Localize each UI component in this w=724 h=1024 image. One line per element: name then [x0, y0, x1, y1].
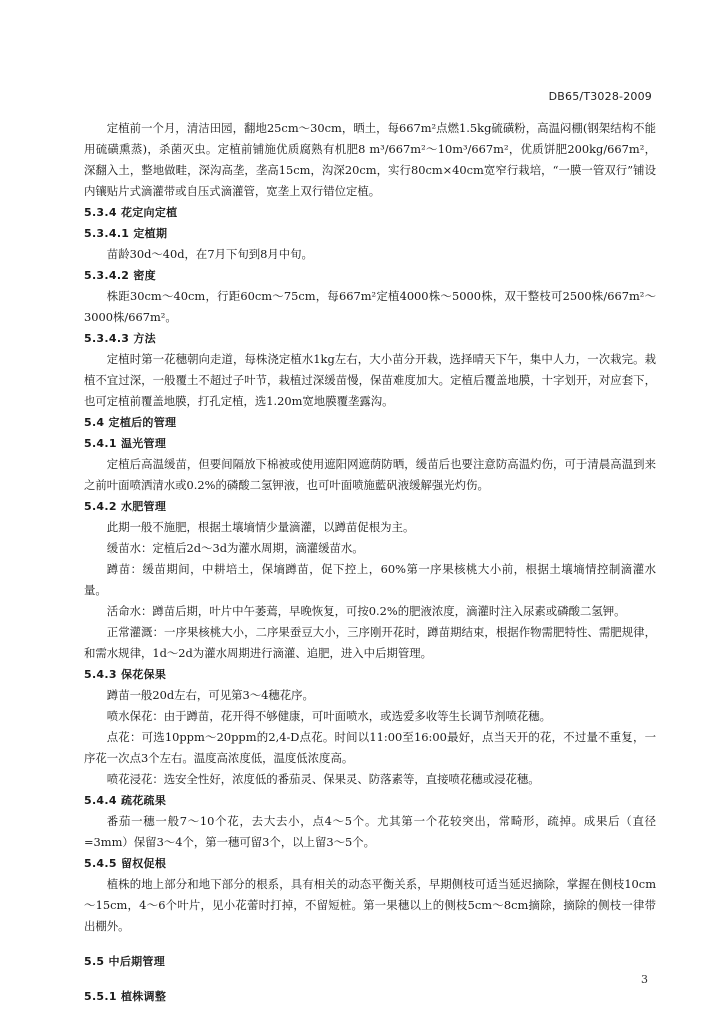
paragraph-site-preparation: 定植前一个月，清洁田园，翻地25cm～30cm，晒土，每667m²点燃1.5kg硫磺粉，高温闷棚(钢架结构不能用硫磺熏蒸)，杀菌灭虫。定植前铺施优质腐熟有机肥8 m³/667m²～10m³/667m²，优质饼肥200kg/667m²，深翻入土，整地做畦，深沟高垄，垄高15cm，沟深20cm，实行80cm×40cm宽窄行栽培，“一膜一管双行”铺设内镶贴片式滴灌带或自压式滴灌管，宽垄上双行错位定植。 — [84, 121, 656, 198]
heading-5-4-3: 5.4.3 保花保果 — [84, 668, 167, 681]
document-body — [84, 118, 656, 1007]
paragraph-flower-3: 点花：可选10ppm～20ppm的2,4-D点花。时间以11:00至16:00最好，点当天开的花，不过量不重复，一序花一次点3个左右。温度高浓度低，温度低浓度高。 — [84, 730, 656, 765]
paragraph-water-5: 正常灌溉：一序果核桃大小，二序果蚕豆大小，三序刚开花时，蹲苗期结束，根据作物需肥特性、需肥规律，和需水规律，1d～2d为灌水周期进行滴灌、追肥，进入中后期管理。 — [84, 625, 656, 660]
paragraph-method: 定植时第一花穗朝向走道，每株浇定植水1kg左右，大小苗分开栽，选择晴天下午，集中人力，一次栽完。栽植不宜过深，一般覆土不超过子叶节，栽植过深缓苗慢，保苗难度加大。定植后覆盖地膜，十字划开，对应套下，也可定植前覆盖地膜，打孔定植，选1.20m宽地膜覆垄露沟。 — [84, 352, 656, 408]
paragraph-flower-2: 喷水保花：由于蹲苗，花开得不够健康，可叶面喷水，或选爱多收等生长调节剂喷花穗。 — [106, 709, 552, 723]
paragraph-flower-4: 喷花浸花：选安全性好，浓度低的番茄灵、保果灵、防落素等，直接喷花穗或浸花穗。 — [106, 772, 540, 786]
paragraph-water-4: 活命水：蹲苗后期，叶片中午萎蔫，早晚恢复，可按0.2%的肥液浓度，滴灌时注入尿素或磷酸二氢钾。 — [106, 604, 626, 618]
paragraph-water-3: 蹲苗：缓苗期间，中耕培土，保墒蹲苗，促下控上，60%第一序果核桃大小前，根据土壤墒情控制滴灌水量。 — [84, 562, 656, 597]
heading-5-5: 5.5 中后期管理 — [84, 955, 166, 968]
paragraph-water-1: 此期一般不施肥，根据土壤墒情少量滴灌，以蹲苗促根为主。 — [106, 520, 415, 534]
paragraph-branch-root: 植株的地上部分和地下部分的根系，具有相关的动态平衡关系，早期侧枝可适当延迟摘除，掌握在侧枝10cm～15cm，4～6个叶片，见小花蕾时打掉，不留短桩。第一果穗以上的侧枝5cm～8cm摘除，摘除的侧枝一律带出棚外。 — [84, 877, 656, 933]
paragraph-temperature-light: 定植后高温缓苗，但要间隔放下棉被或使用遮阳网遮荫防晒，缓苗后也要注意防高温灼伤，可于清晨高温到来之前叶面喷洒清水或0.2%的磷酸二氢钾液，也可叶面喷施藍矾液缓解强光灼伤。 — [84, 457, 656, 492]
paragraph-density: 株距30cm～40cm，行距60cm～75cm，每667m²定植4000株～5000株，双干整枝可2500株/667m²～3000株/667m²。 — [84, 289, 656, 324]
paragraph-water-2: 缓苗水：定植后2d～3d为灌水周期，滴灌缓苗水。 — [106, 541, 364, 555]
heading-5-5-1: 5.5.1 植株调整 — [84, 990, 167, 1003]
page-number: 3 — [641, 973, 648, 986]
standard-code: DB65/T3028-2009 — [548, 90, 652, 103]
heading-5-3-4-2: 5.3.4.2 密度 — [84, 269, 156, 282]
heading-5-3-4-1: 5.3.4.1 定植期 — [84, 227, 168, 240]
heading-5-4-2: 5.4.2 水肥管理 — [84, 500, 167, 513]
heading-5-4-1: 5.4.1 温光管理 — [84, 437, 167, 450]
heading-5-4: 5.4 定植后的管理 — [84, 416, 177, 429]
heading-5-3-4-3: 5.3.4.3 方法 — [84, 332, 156, 345]
heading-5-4-5: 5.4.5 留权促根 — [84, 857, 167, 870]
heading-5-3-4: 5.3.4 花定向定植 — [84, 206, 178, 219]
paragraph-flower-1: 蹲苗一般20d左右，可见第3～4穗花序。 — [106, 688, 314, 702]
heading-5-4-4: 5.4.4 疏花疏果 — [84, 794, 167, 807]
paragraph-planting-period: 苗龄30d～40d，在7月下旬到8月中旬。 — [106, 247, 313, 261]
paragraph-thinning: 番茄一穗一般7～10个花，去大去小，点4～5个。尤其第一个花较突出，常畸形，疏掉。成果后（直径=3mm）保留3～4个，第一穗可留3个，以上留3～5个。 — [84, 814, 656, 849]
